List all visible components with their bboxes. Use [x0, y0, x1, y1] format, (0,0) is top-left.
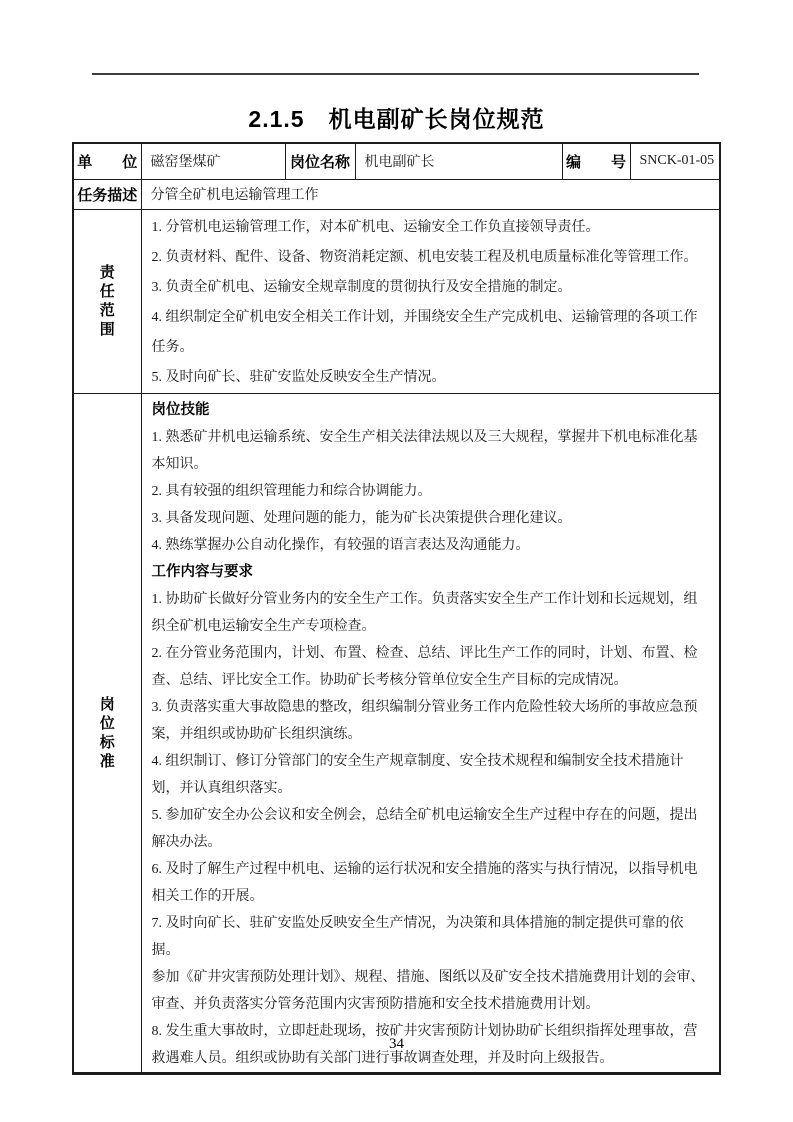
task-description-value: 分管全矿机电运输管理工作 [141, 179, 720, 209]
standard-label: 岗位标准 [99, 695, 115, 770]
task-description-label: 任务描述 [73, 179, 141, 209]
skills-list [152, 424, 712, 559]
responsibility-content [141, 209, 720, 393]
responsibility-item: 4. 组织制定全矿机电安全相关工作计划，并围绕安全生产完成机电、运输管理的各项工作任务。 [151, 309, 698, 355]
work-item: 参加《矿井灾害预防处理计划》、规程、措施、图纸以及矿安全技术措施费用计划的会审、审查、并负责落实分管务范围内灾害预防措施和安全技术措施费用计划。 [151, 969, 705, 1012]
responsibility-label: 责任范围 [99, 264, 115, 338]
skill-item: 3. 具备发现问题、处理问题的能力，能为矿长决策提供合理化建议。 [151, 510, 572, 526]
work-item: 6. 及时了解生产过程中机电、运输的运行状况和安全措施的落实与执行情况，以指导机电相关工作的开展。 [151, 861, 698, 904]
table-row-responsibility [73, 209, 720, 393]
unit-label: 单 位 [73, 143, 141, 179]
work-item: 8. 发生重大事故时，立即赶赴现场，按矿井灾害预防计划协助矿长组织指挥处理事故，营救遇难人员。组织或协助有关部门进行事故调查处理，并及时向上级报告。 [151, 1023, 698, 1066]
number-label: 编 号 [562, 143, 630, 179]
work-item: 7. 及时向矿长、驻矿安监处反映安全生产情况，为决策和具体措施的制定提供可靠的依据。 [151, 915, 684, 958]
table-row-task [73, 179, 720, 209]
unit-value: 磁窑堡煤矿 [141, 143, 285, 179]
work-item: 4. 组织制订、修订分管部门的安全生产规章制度、安全技术规程和编制安全技术措施计划，并认真组织落实。 [151, 753, 684, 796]
position-name-value: 机电副矿长 [355, 143, 562, 179]
page-title: 2.1.5 机电副矿长岗位规范 [248, 106, 545, 132]
standard-label-cell [73, 393, 141, 1073]
work-items-list [152, 586, 712, 1072]
page-header-rule [92, 73, 699, 75]
number-value: SNCK-01-05 [630, 143, 720, 179]
work-content-heading: 工作内容与要求 [151, 563, 253, 580]
responsibility-item: 5. 及时向矿长、驻矿安监处反映安全生产情况。 [151, 369, 446, 385]
job-spec-table [72, 142, 721, 1075]
skill-item: 2. 具有较强的组织管理能力和综合协调能力。 [151, 483, 432, 499]
standard-content [141, 393, 720, 1073]
work-item: 1. 协助矿长做好分管业务内的安全生产工作。负责落实安全生产工作计划和长远规划，组织全矿机电运输安全生产专项检查。 [151, 591, 698, 634]
responsibility-item: 3. 负责全矿机电、运输安全规章制度的贯彻执行及安全措施的制定。 [151, 279, 572, 295]
work-item: 5. 参加矿安全办公会议和安全例会，总结全矿机电运输安全生产过程中存在的问题，提出解决办法。 [151, 807, 698, 850]
skills-heading: 岗位技能 [151, 401, 210, 418]
responsibility-item: 1. 分管机电运输管理工作，对本矿机电、运输安全工作负直接领导责任。 [151, 219, 600, 235]
table-row-header [73, 143, 720, 179]
responsibility-item: 2. 负责材料、配件、设备、物资消耗定额、机电安装工程及机电质量标准化等管理工作。 [151, 249, 698, 265]
work-item: 2. 在分管业务范围内，计划、布置、检查、总结、评比生产工作的同时，计划、布置、检查、总结、评比安全工作。协助矿长考核分管单位安全生产目标的完成情况。 [151, 645, 698, 688]
page-number: 34 [389, 1036, 404, 1052]
work-item: 3. 负责落实重大事故隐患的整改，组织编制分管业务工作内危险性较大场所的事故应急预案，并组织或协助矿长组织演练。 [151, 699, 698, 742]
table-row-standard [73, 393, 720, 1073]
responsibility-label-cell [73, 209, 141, 393]
position-name-label: 岗位名称 [285, 143, 355, 179]
skill-item: 4. 熟练掌握办公自动化操作，有较强的语言表达及沟通能力。 [151, 537, 530, 553]
skill-item: 1. 熟悉矿井机电运输系统、安全生产相关法律法规以及三大规程，掌握井下机电标准化基本知识。 [151, 429, 698, 472]
